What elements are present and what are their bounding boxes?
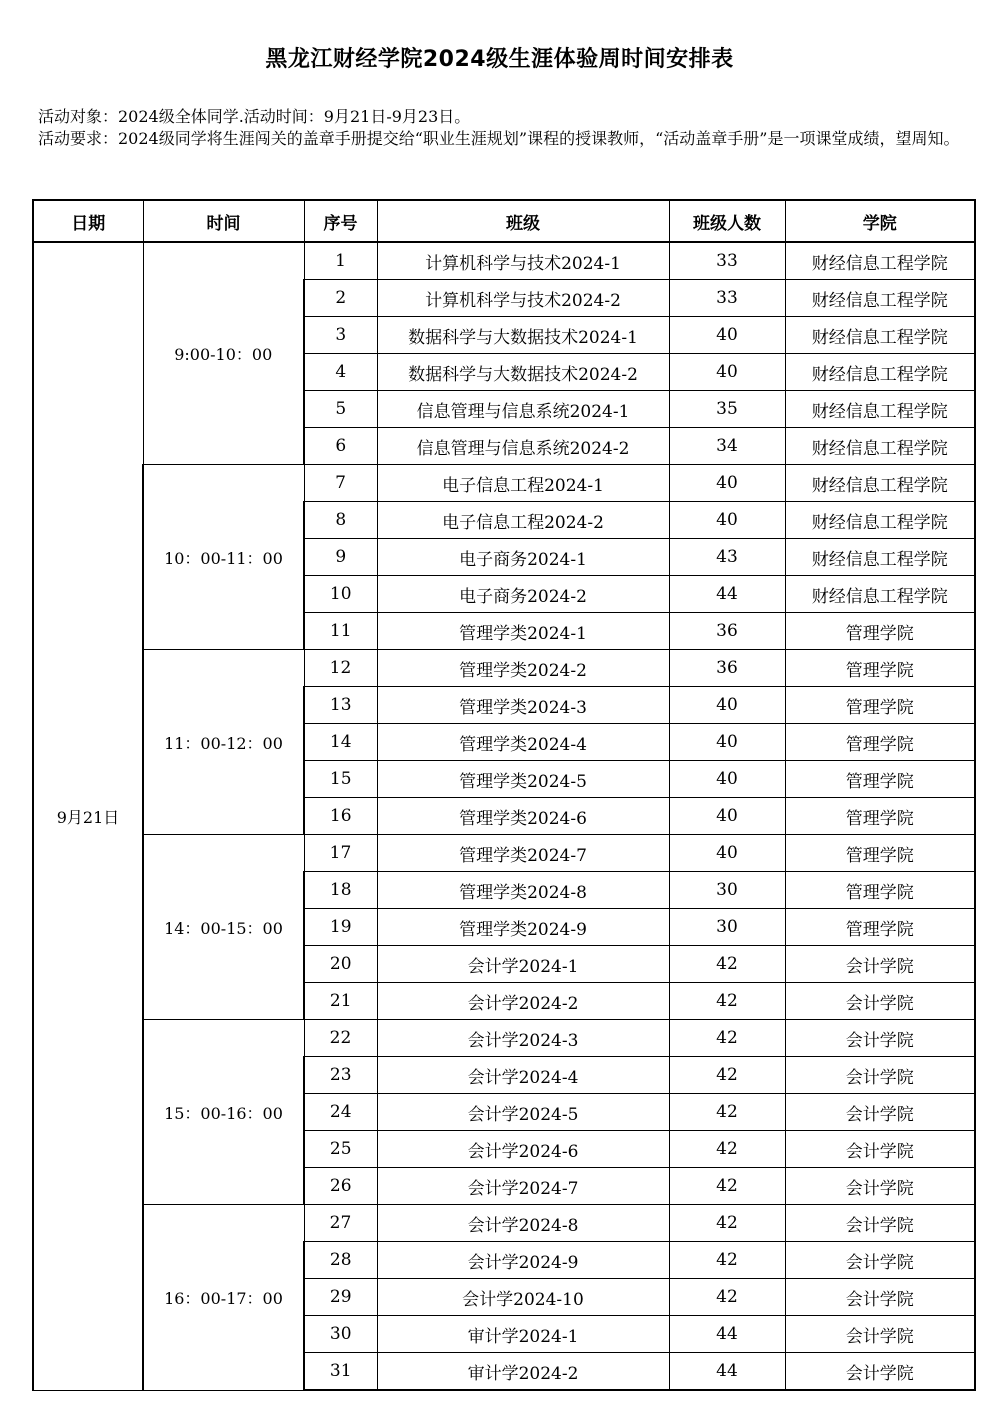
row-number-cell: 22 [304, 1020, 377, 1057]
row-number-cell: 3 [304, 317, 377, 354]
class-name-cell: 计算机科学与技术2024-1 [377, 242, 669, 280]
college-cell: 管理学院 [785, 909, 975, 946]
activity-notes [38, 106, 978, 150]
class-size-cell: 33 [669, 242, 785, 280]
class-size-cell: 42 [669, 1057, 785, 1094]
class-size-cell: 35 [669, 391, 785, 428]
class-size-cell: 42 [669, 1020, 785, 1057]
class-name-cell: 管理学类2024-5 [377, 761, 669, 798]
college-cell: 财经信息工程学院 [785, 280, 975, 317]
row-number-cell: 18 [304, 872, 377, 909]
class-name-cell: 计算机科学与技术2024-2 [377, 280, 669, 317]
time-slot-cell: 16：00-17：00 [143, 1205, 304, 1391]
class-name-cell: 会计学2024-3 [377, 1020, 669, 1057]
row-number-cell: 2 [304, 280, 377, 317]
class-size-cell: 42 [669, 1168, 785, 1205]
row-number-cell: 19 [304, 909, 377, 946]
table-header-row [33, 200, 975, 242]
row-number-cell: 23 [304, 1057, 377, 1094]
college-cell: 会计学院 [785, 1242, 975, 1279]
college-cell: 会计学院 [785, 1131, 975, 1168]
class-size-cell: 40 [669, 761, 785, 798]
row-number-cell: 15 [304, 761, 377, 798]
class-size-cell: 40 [669, 465, 785, 502]
schedule-table [32, 199, 976, 1391]
college-cell: 会计学院 [785, 1205, 975, 1242]
class-name-cell: 会计学2024-6 [377, 1131, 669, 1168]
college-cell: 财经信息工程学院 [785, 502, 975, 539]
row-number-cell: 25 [304, 1131, 377, 1168]
row-number-cell: 28 [304, 1242, 377, 1279]
college-cell: 会计学院 [785, 983, 975, 1020]
activity-requirement-line: 活动要求：2024级同学将生涯闯关的盖章手册提交给“职业生涯规划”课程的授课教师，“活动盖章手册”是一项课堂成绩，望周知。 [38, 129, 960, 148]
time-slot-cell: 11：00-12：00 [143, 650, 304, 835]
row-number-cell: 27 [304, 1205, 377, 1242]
class-name-cell: 会计学2024-4 [377, 1057, 669, 1094]
class-size-cell: 40 [669, 798, 785, 835]
time-slot-cell: 10：00-11：00 [143, 465, 304, 650]
row-number-cell: 16 [304, 798, 377, 835]
college-cell: 财经信息工程学院 [785, 576, 975, 613]
class-size-cell: 42 [669, 1205, 785, 1242]
row-number-cell: 1 [304, 242, 377, 280]
table-row [33, 1020, 975, 1057]
class-size-cell: 40 [669, 502, 785, 539]
table-row [33, 465, 975, 502]
class-name-cell: 电子商务2024-1 [377, 539, 669, 576]
class-size-cell: 42 [669, 1094, 785, 1131]
college-cell: 财经信息工程学院 [785, 539, 975, 576]
class-name-cell: 会计学2024-1 [377, 946, 669, 983]
class-name-cell: 管理学类2024-4 [377, 724, 669, 761]
row-number-cell: 24 [304, 1094, 377, 1131]
row-number-cell: 14 [304, 724, 377, 761]
table-row [33, 1205, 975, 1242]
page-title: 黑龙江财经学院2024级生涯体验周时间安排表 [265, 47, 734, 72]
row-number-cell: 7 [304, 465, 377, 502]
time-slot-cell: 15：00-16：00 [143, 1020, 304, 1205]
row-number-cell: 30 [304, 1316, 377, 1353]
row-number-cell: 8 [304, 502, 377, 539]
class-name-cell: 管理学类2024-7 [377, 835, 669, 872]
class-size-cell: 40 [669, 354, 785, 391]
class-size-cell: 40 [669, 835, 785, 872]
class-name-cell: 电子商务2024-2 [377, 576, 669, 613]
table-row [33, 835, 975, 872]
class-size-cell: 36 [669, 613, 785, 650]
college-cell: 管理学院 [785, 650, 975, 687]
college-cell: 财经信息工程学院 [785, 465, 975, 502]
college-cell: 管理学院 [785, 761, 975, 798]
class-name-cell: 数据科学与大数据技术2024-2 [377, 354, 669, 391]
college-cell: 财经信息工程学院 [785, 428, 975, 465]
class-name-cell: 信息管理与信息系统2024-1 [377, 391, 669, 428]
row-number-cell: 9 [304, 539, 377, 576]
college-cell: 财经信息工程学院 [785, 391, 975, 428]
class-name-cell: 审计学2024-2 [377, 1353, 669, 1391]
class-size-cell: 44 [669, 1316, 785, 1353]
class-name-cell: 管理学类2024-3 [377, 687, 669, 724]
row-number-cell: 5 [304, 391, 377, 428]
college-cell: 管理学院 [785, 798, 975, 835]
class-name-cell: 管理学类2024-9 [377, 909, 669, 946]
college-cell: 管理学院 [785, 835, 975, 872]
college-cell: 会计学院 [785, 1094, 975, 1131]
college-cell: 管理学院 [785, 724, 975, 761]
class-size-cell: 42 [669, 946, 785, 983]
class-size-cell: 34 [669, 428, 785, 465]
row-number-cell: 17 [304, 835, 377, 872]
row-number-cell: 31 [304, 1353, 377, 1391]
table-row [33, 242, 975, 280]
college-cell: 会计学院 [785, 1316, 975, 1353]
row-number-cell: 10 [304, 576, 377, 613]
college-cell: 会计学院 [785, 946, 975, 983]
time-slot-cell: 9:00-10：00 [143, 242, 304, 465]
college-cell: 会计学院 [785, 1168, 975, 1205]
class-name-cell: 会计学2024-2 [377, 983, 669, 1020]
row-number-cell: 11 [304, 613, 377, 650]
class-size-cell: 43 [669, 539, 785, 576]
row-number-cell: 6 [304, 428, 377, 465]
header-college: 学院 [785, 200, 975, 242]
row-number-cell: 4 [304, 354, 377, 391]
row-number-cell: 12 [304, 650, 377, 687]
class-size-cell: 42 [669, 1131, 785, 1168]
college-cell: 财经信息工程学院 [785, 242, 975, 280]
class-name-cell: 审计学2024-1 [377, 1316, 669, 1353]
row-number-cell: 20 [304, 946, 377, 983]
class-name-cell: 管理学类2024-2 [377, 650, 669, 687]
class-name-cell: 数据科学与大数据技术2024-1 [377, 317, 669, 354]
college-cell: 财经信息工程学院 [785, 317, 975, 354]
class-name-cell: 管理学类2024-6 [377, 798, 669, 835]
row-number-cell: 29 [304, 1279, 377, 1316]
class-name-cell: 管理学类2024-8 [377, 872, 669, 909]
class-size-cell: 42 [669, 1242, 785, 1279]
table-body [33, 242, 975, 1390]
class-size-cell: 44 [669, 1353, 785, 1391]
table-row [33, 650, 975, 687]
time-slot-cell: 14：00-15：00 [143, 835, 304, 1020]
header-class-size: 班级人数 [669, 200, 785, 242]
class-name-cell: 会计学2024-9 [377, 1242, 669, 1279]
class-size-cell: 44 [669, 576, 785, 613]
college-cell: 管理学院 [785, 687, 975, 724]
class-size-cell: 30 [669, 872, 785, 909]
college-cell: 管理学院 [785, 872, 975, 909]
class-size-cell: 40 [669, 317, 785, 354]
class-size-cell: 42 [669, 983, 785, 1020]
class-name-cell: 信息管理与信息系统2024-2 [377, 428, 669, 465]
college-cell: 财经信息工程学院 [785, 354, 975, 391]
header-number: 序号 [304, 200, 377, 242]
college-cell: 会计学院 [785, 1057, 975, 1094]
class-name-cell: 电子信息工程2024-1 [377, 465, 669, 502]
college-cell: 管理学院 [785, 613, 975, 650]
header-class: 班级 [377, 200, 669, 242]
class-name-cell: 会计学2024-8 [377, 1205, 669, 1242]
class-size-cell: 30 [669, 909, 785, 946]
header-date: 日期 [33, 200, 143, 242]
class-size-cell: 36 [669, 650, 785, 687]
class-size-cell: 42 [669, 1279, 785, 1316]
class-name-cell: 会计学2024-10 [377, 1279, 669, 1316]
college-cell: 会计学院 [785, 1353, 975, 1391]
class-size-cell: 40 [669, 687, 785, 724]
class-name-cell: 管理学类2024-1 [377, 613, 669, 650]
class-name-cell: 电子信息工程2024-2 [377, 502, 669, 539]
class-name-cell: 会计学2024-7 [377, 1168, 669, 1205]
row-number-cell: 21 [304, 983, 377, 1020]
college-cell: 会计学院 [785, 1279, 975, 1316]
college-cell: 会计学院 [785, 1020, 975, 1057]
class-name-cell: 会计学2024-5 [377, 1094, 669, 1131]
row-number-cell: 13 [304, 687, 377, 724]
activity-target-line: 活动对象：2024级全体同学.活动时间：9月21日-9月23日。 [38, 107, 471, 126]
class-size-cell: 33 [669, 280, 785, 317]
row-number-cell: 26 [304, 1168, 377, 1205]
date-cell: 9月21日 [33, 242, 143, 1390]
header-time: 时间 [143, 200, 304, 242]
class-size-cell: 40 [669, 724, 785, 761]
